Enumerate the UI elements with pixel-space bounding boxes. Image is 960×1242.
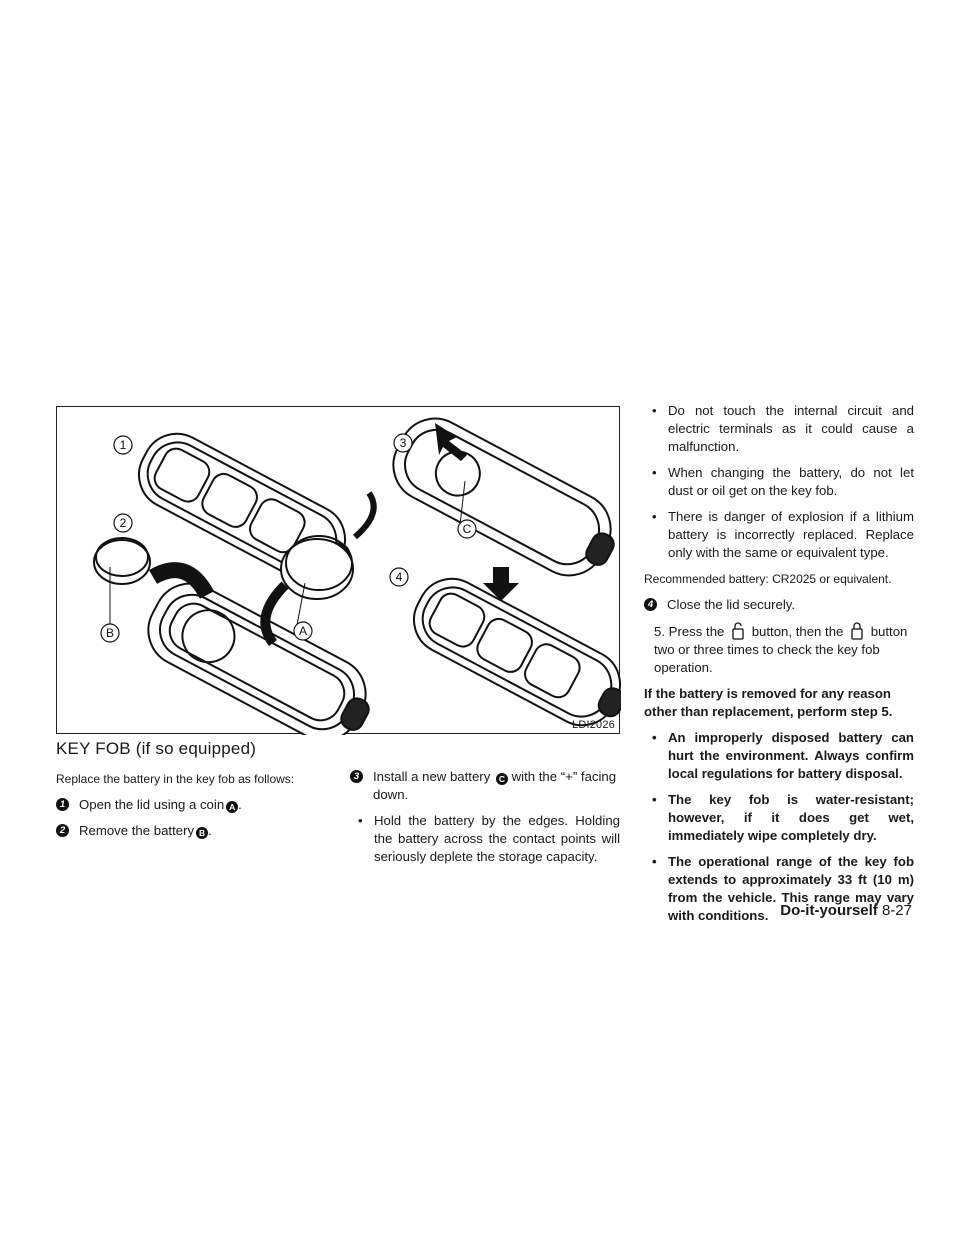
step-number-3: 3 [350,770,363,783]
right-bullet-1 [650,402,914,456]
warning-2 [650,791,914,845]
warning-3-text: The operational range of the key fob extends to approximately 33 ft (10 m) from the vehicle. This range may vary with conditions. [668,854,914,923]
key-fob-battery-figure [56,406,620,734]
step-1-end: . [238,797,242,812]
step-1 [56,796,332,814]
step-number-4: 4 [644,598,657,611]
key-fob-open-2 [136,571,385,735]
callout-a: A [298,624,308,638]
callout-c: C [462,522,472,536]
right-bullet-1-text: Do not touch the internal circuit and electric terminals as it could cause a malfunction. [668,403,914,454]
right-bullet-3 [650,508,914,562]
ref-c-icon: C [496,773,508,785]
key-fob-closed-4 [402,567,621,735]
lock-icon [847,622,867,640]
bullet-icon: • [358,813,363,828]
step-2 [56,822,332,840]
footer-section: Do-it-yourself [780,902,878,919]
right-column [644,402,914,933]
warning-1-text: An improperly disposed battery can hurt the environment. Always confirm local regulations for battery disposal. [668,730,914,781]
step-5-prefix: 5. Press the [654,624,725,639]
bullet-icon: • [652,403,657,418]
key-fob-illustration [57,407,621,735]
step-3-text-a: Install a new battery [373,769,491,784]
ref-b-icon: B [196,827,208,839]
right-bullet-2-text: When changing the battery, do not let dust or oil get on the key fob. [668,465,914,498]
bullet-icon: • [652,792,657,807]
step-5-suffix: button two or three times to check the key fob operation. [654,624,908,675]
step-5 [644,622,914,677]
callout-2: 2 [119,516,127,530]
middle-column [350,768,620,874]
step-1-text: Open the lid using a coin [79,797,225,812]
right-bullet-2 [650,464,914,500]
step-5-mid: button, then the [751,624,844,639]
step-2-end: . [208,823,212,838]
step-3 [350,768,620,804]
warning-1 [650,729,914,783]
warning-heading: If the battery is removed for any reason other than replacement, perform step 5. [644,686,893,719]
middle-bullet-1-text: Hold the battery by the edges. Holding the battery across the contact points will seriously deplete the storage capacity. [374,813,620,864]
left-column [56,740,332,848]
step-2-text: Remove the battery [79,823,195,838]
page-footer [780,902,912,919]
callout-4: 4 [395,570,403,584]
warning-2-text: The key fob is water-resistant; however, if it does get wet, immediately wipe completely dry. [668,792,914,843]
ref-a-icon: A [226,801,238,813]
bullet-icon: • [652,509,657,524]
intro-text: Replace the battery in the key fob as follows: [56,772,295,786]
bullet-icon: • [652,465,657,480]
footer-page-number: 8-27 [881,902,912,919]
unlock-icon [728,622,748,640]
bullet-icon: • [652,854,657,869]
bullet-icon: • [652,730,657,745]
recommended-battery: Recommended battery: CR2025 or equivalent. [644,572,892,586]
step-number-1: 1 [56,798,69,811]
figure-code: LDI2026 [572,719,615,731]
step-3-text-b: with the “+” facing down. [373,769,617,802]
callout-b: B [105,626,115,640]
middle-bullet-1 [356,812,620,866]
callout-3: 3 [399,436,407,450]
key-fob-open-3 [381,407,621,591]
battery-b [94,540,150,584]
step-4-text: Close the lid securely. [667,597,796,612]
right-bullet-3-text: There is danger of explosion if a lithium battery is incorrectly replaced. Replace only with the same or equivalent type. [668,509,914,560]
section-title: KEY FOB (if so equipped) [56,739,257,758]
callout-1: 1 [119,438,127,452]
step-4 [644,596,914,614]
step-number-2: 2 [56,824,69,837]
rotate-arrow-right [355,493,374,537]
